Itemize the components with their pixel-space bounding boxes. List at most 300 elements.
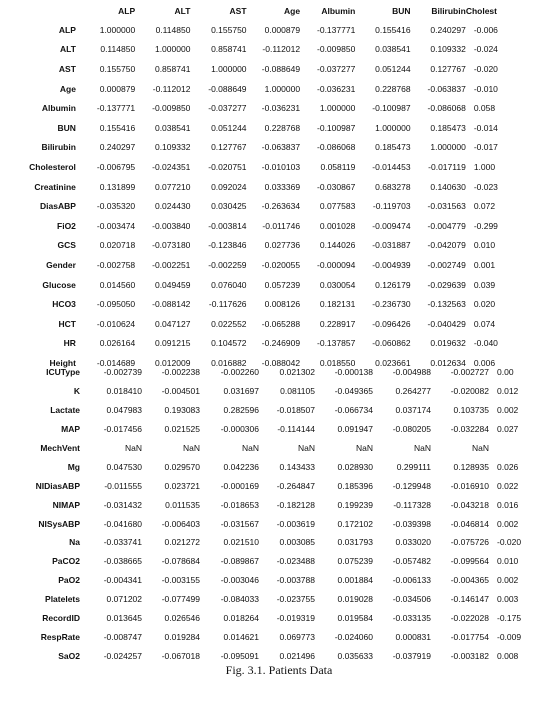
table-cell: 0.069773 — [279, 631, 315, 642]
table-cell: 0.021525 — [164, 424, 200, 435]
table-cell: 0.038541 — [375, 44, 411, 55]
table-cell: -0.006795 — [96, 161, 136, 172]
table-cell: 0.014560 — [99, 279, 136, 290]
table-cell: 0.074 — [473, 318, 496, 329]
table-cell: 0.026 — [497, 461, 519, 472]
table-cell: 0.081105 — [280, 386, 315, 397]
table-cell: 0.019284 — [164, 631, 200, 642]
table-cell: -0.000094 — [317, 259, 356, 270]
table-row — [4, 138, 498, 158]
table-cell: 0.001 — [473, 259, 496, 270]
table-cell: 1.000000 — [264, 83, 301, 94]
table-cell: -0.039398 — [392, 518, 431, 529]
column-header: ALT — [174, 6, 191, 16]
row-label: PaO2 — [58, 575, 80, 586]
table-row — [4, 439, 558, 458]
table-cell: 0.264277 — [395, 386, 431, 397]
table-cell: -0.017456 — [103, 424, 142, 435]
table-cell: 0.144026 — [319, 240, 356, 251]
table-cell: -0.264847 — [276, 480, 315, 491]
table-cell: -0.034506 — [392, 594, 431, 605]
table-row — [4, 334, 498, 354]
table-cell: 0.114850 — [100, 44, 136, 55]
table-cell: -0.004365 — [450, 575, 489, 586]
table-cell: 0.022 — [497, 480, 519, 491]
table-cell: 0.126179 — [375, 279, 411, 290]
table-cell: -0.017 — [473, 142, 498, 153]
table-cell: -0.031887 — [372, 240, 411, 251]
table-cell: 0.091947 — [337, 424, 373, 435]
row-label: DiasABP — [40, 201, 76, 212]
table-cell: -0.020 — [497, 537, 522, 548]
table-cell: -0.008747 — [103, 631, 142, 642]
table-cell: -0.086068 — [317, 142, 356, 153]
table-cell: 0.002 — [497, 518, 519, 529]
table-cell: 0.047530 — [106, 461, 142, 472]
table-cell: -0.024 — [473, 44, 498, 55]
table-cell: 0.051244 — [211, 122, 247, 133]
table-row — [4, 552, 558, 571]
table-cell: -0.018507 — [276, 405, 315, 416]
row-label: RecordID — [42, 613, 80, 624]
table-cell: 0.038541 — [154, 122, 191, 133]
table-cell: 0.010 — [473, 240, 496, 251]
table-cell: 0.155750 — [211, 24, 247, 35]
table-cell: -0.100987 — [317, 122, 356, 133]
table-cell: -0.010103 — [261, 161, 301, 172]
table-cell: -0.031563 — [427, 201, 466, 212]
table-cell: -0.117626 — [208, 299, 247, 310]
table-cell: -0.095091 — [220, 650, 259, 661]
table-cell: 0.185473 — [375, 142, 411, 153]
table-cell: 0.193083 — [164, 405, 200, 416]
table-cell: -0.000306 — [220, 424, 259, 435]
table-cell: -0.084033 — [220, 594, 259, 605]
table-cell: -0.003840 — [152, 220, 191, 231]
table-cell: 0.240297 — [99, 142, 136, 153]
table-cell: 0.024430 — [154, 201, 191, 212]
table-cell: 0.185396 — [337, 480, 373, 491]
table-cell: -0.002260 — [220, 367, 259, 378]
table-cell: -0.006403 — [161, 518, 200, 529]
row-label: Bilirubin — [41, 142, 76, 153]
row-label: Height — [49, 357, 76, 368]
row-label: Gender — [46, 259, 76, 270]
table-cell: 0.109332 — [430, 44, 466, 55]
row-label: ICUType — [46, 367, 80, 378]
table-cell: -0.077499 — [161, 594, 200, 605]
table-cell: -0.046814 — [450, 518, 489, 529]
table-cell: 0.092024 — [211, 181, 247, 192]
row-label: AST — [58, 63, 76, 74]
table-row — [4, 294, 498, 314]
table-cell: NaN — [355, 443, 373, 453]
figure-caption: Fig. 3.1. Patients Data — [225, 663, 333, 677]
table-cell: -0.024257 — [103, 650, 142, 661]
table-cell: -0.146147 — [450, 594, 489, 605]
row-label: Mg — [67, 461, 80, 472]
table-cell: 0.075239 — [337, 556, 373, 567]
table-cell: 0.012009 — [154, 357, 191, 368]
table-cell: -0.023 — [473, 181, 498, 192]
table-cell: -0.014 — [473, 122, 498, 133]
table-cell: -0.020751 — [208, 161, 247, 172]
table-cell: 0.021510 — [223, 537, 259, 548]
table-cell: -0.036231 — [261, 103, 301, 114]
table-cell: -0.037919 — [392, 650, 431, 661]
table-cell: -0.299 — [473, 220, 498, 231]
table-cell: 0.031793 — [337, 537, 373, 548]
table-row — [4, 59, 498, 79]
table-cell: 0.033020 — [395, 537, 431, 548]
table-row — [4, 401, 558, 420]
table-cell: 1.000 — [473, 161, 496, 172]
table-cell: 0.011535 — [165, 499, 200, 510]
table-cell: -0.137857 — [317, 338, 356, 349]
table-cell: 0.028930 — [337, 461, 373, 472]
table-cell: -0.011746 — [262, 220, 301, 231]
table-cell: 0.091215 — [154, 338, 191, 349]
table-cell: -0.099564 — [450, 556, 489, 567]
table-cell: -0.003046 — [220, 575, 259, 586]
table-cell: 0.019584 — [337, 613, 373, 624]
table-cell: -0.112012 — [262, 44, 301, 55]
row-label: Age — [59, 83, 76, 94]
correlation-table-bottom — [4, 363, 558, 661]
table-row — [4, 495, 558, 514]
table-cell: 0.047127 — [154, 318, 191, 329]
table-row — [4, 177, 498, 197]
table-cell: -0.003814 — [208, 220, 247, 231]
table-cell: -0.002749 — [427, 259, 466, 270]
table-cell: 0.683278 — [375, 181, 411, 192]
table-cell: -0.182128 — [276, 499, 315, 510]
table-cell: 0.858741 — [154, 63, 191, 74]
table-cell: -0.009 — [497, 631, 522, 642]
table-cell: -0.002727 — [450, 367, 489, 378]
table-cell: -0.030867 — [317, 181, 356, 192]
table-cell: 0.001884 — [337, 575, 373, 586]
table-cell: -0.004341 — [103, 575, 142, 586]
table-cell: -0.100987 — [372, 103, 411, 114]
table-cell: -0.078684 — [161, 556, 200, 567]
table-cell: -0.075726 — [450, 537, 489, 548]
table-cell: 0.072 — [473, 201, 496, 212]
table-cell: 0.016882 — [211, 357, 247, 368]
table-cell: 0.240297 — [430, 24, 466, 35]
table-cell: 0.228768 — [375, 83, 411, 94]
table-cell: 0.018264 — [223, 613, 259, 624]
table-cell: -0.263634 — [261, 201, 301, 212]
table-cell: 0.051244 — [375, 63, 411, 74]
table-cell: -0.002238 — [161, 367, 200, 378]
row-label: MechVent — [40, 443, 80, 453]
table-cell: 0.131899 — [99, 181, 136, 192]
table-cell: 0.039 — [473, 279, 496, 290]
table-row — [4, 118, 498, 138]
table-row — [4, 363, 558, 382]
table-cell: -0.009474 — [372, 220, 411, 231]
table-row — [4, 571, 558, 590]
table-cell: -0.060862 — [372, 338, 411, 349]
row-label: PaCO2 — [52, 556, 80, 567]
table-cell: -0.035320 — [96, 201, 136, 212]
table-cell: -0.095050 — [96, 299, 136, 310]
table-cell: -0.003788 — [276, 575, 315, 586]
row-label: GCS — [57, 240, 76, 251]
table-cell: -0.040 — [473, 338, 498, 349]
table-cell: 0.000879 — [99, 83, 136, 94]
table-cell: 0.008 — [497, 650, 519, 661]
column-header-row — [4, 2, 498, 20]
table-cell: -0.010624 — [96, 318, 136, 329]
table-row — [4, 627, 558, 646]
table-cell: 0.127767 — [430, 63, 466, 74]
table-cell: -0.009850 — [152, 103, 191, 114]
table-cell: 0.058 — [473, 103, 496, 114]
table-row — [4, 314, 498, 334]
table-cell: 0.076040 — [211, 279, 247, 290]
table-cell: 0.109332 — [154, 142, 191, 153]
table-cell: -0.023488 — [276, 556, 315, 567]
row-label: HR — [63, 338, 76, 349]
table-row — [4, 590, 558, 609]
table-cell: -0.031432 — [103, 499, 142, 510]
table-cell: -0.002251 — [152, 259, 191, 270]
table-cell: 0.035633 — [337, 650, 373, 661]
table-cell: -0.080205 — [392, 424, 431, 435]
table-cell: -0.020055 — [261, 259, 301, 270]
table-cell: -0.000169 — [220, 480, 259, 491]
table-row — [4, 196, 498, 216]
table-cell: -0.246909 — [261, 338, 301, 349]
row-label: SaO2 — [58, 650, 80, 661]
table-cell: -0.037277 — [208, 103, 247, 114]
column-header: AST — [229, 6, 247, 16]
row-label: NIMAP — [52, 499, 80, 510]
table-cell: 1.000000 — [375, 122, 411, 133]
table-cell: -0.066734 — [334, 405, 373, 416]
table-cell: -0.016910 — [450, 480, 489, 491]
table-row — [4, 255, 498, 275]
table-cell: 0.143433 — [279, 461, 315, 472]
table-cell: -0.006133 — [392, 575, 431, 586]
table-cell: 0.077210 — [154, 181, 191, 192]
table-row — [4, 20, 498, 40]
table-cell: 0.172102 — [337, 518, 373, 529]
table-cell: 0.016 — [497, 499, 519, 510]
table-cell: -0.002259 — [208, 259, 247, 270]
table-cell: -0.096426 — [372, 318, 411, 329]
row-label: ALP — [58, 24, 76, 35]
table-cell: -0.036231 — [317, 83, 356, 94]
table-cell: -0.089867 — [220, 556, 259, 567]
table-row — [4, 420, 558, 439]
table-cell: -0.003619 — [276, 518, 315, 529]
row-label: Glucose — [42, 279, 76, 290]
table-cell: 0.030425 — [211, 201, 247, 212]
table-cell: 0.155416 — [99, 122, 136, 133]
table-cell: -0.020 — [473, 63, 498, 74]
table-cell: -0.004779 — [427, 220, 466, 231]
table-cell: -0.018653 — [220, 499, 259, 510]
table-cell: 0.282596 — [223, 405, 259, 416]
table-row — [4, 476, 558, 495]
table-cell: 0.021496 — [279, 650, 315, 661]
table-cell: 1.000000 — [154, 44, 191, 55]
table-cell: -0.086068 — [427, 103, 466, 114]
table-cell: -0.032284 — [450, 424, 489, 435]
table-cell: -0.003474 — [96, 220, 136, 231]
table-cell: -0.057482 — [392, 556, 431, 567]
table-cell: 1.000000 — [211, 63, 247, 74]
table-cell: NaN — [241, 443, 259, 453]
row-label: K — [73, 386, 80, 397]
table-cell: 0.020718 — [99, 240, 136, 251]
table-cell: 0.199239 — [337, 499, 373, 510]
table-cell: 0.018550 — [319, 357, 356, 368]
table-cell: -0.114144 — [277, 424, 315, 435]
table-row — [4, 275, 498, 295]
table-cell: -0.019319 — [276, 613, 315, 624]
table-cell: -0.004501 — [161, 386, 200, 397]
table-cell: -0.123846 — [208, 240, 247, 251]
table-cell: -0.024351 — [152, 161, 191, 172]
table-cell: -0.040429 — [427, 318, 466, 329]
table-cell: 0.023661 — [375, 357, 411, 368]
table-row — [4, 382, 558, 401]
table-cell: -0.003182 — [450, 650, 489, 661]
table-cell: -0.002739 — [103, 367, 142, 378]
table-cell: -0.002758 — [96, 259, 136, 270]
column-header: Albumin — [321, 6, 356, 16]
table-row — [4, 157, 498, 177]
table-cell: -0.088649 — [208, 83, 247, 94]
table-cell: 0.228768 — [264, 122, 301, 133]
table-cell: NaN — [413, 443, 431, 453]
table-cell: -0.037277 — [317, 63, 356, 74]
table-cell: -0.088142 — [152, 299, 191, 310]
table-cell: 0.006 — [473, 357, 496, 368]
table-cell: -0.029639 — [427, 279, 466, 290]
table-cell: 0.008126 — [264, 299, 301, 310]
table-cell: 0.023721 — [164, 480, 200, 491]
table-cell: 0.182131 — [319, 299, 356, 310]
column-header: Age — [284, 6, 301, 16]
table-cell: -0.004988 — [392, 367, 431, 378]
row-label: FiO2 — [57, 220, 76, 231]
row-label: Cholesterol — [29, 161, 76, 172]
row-label: Creatinine — [34, 181, 76, 192]
table-cell: 0.002 — [497, 575, 519, 586]
table-cell: -0.137771 — [317, 24, 356, 35]
table-cell: 0.185473 — [430, 122, 466, 133]
table-cell: 0.010 — [497, 556, 519, 567]
table-cell: -0.088649 — [261, 63, 301, 74]
table-cell: 0.030054 — [319, 279, 356, 290]
table-cell: -0.041680 — [103, 518, 142, 529]
table-row — [4, 236, 498, 256]
table-cell: NaN — [297, 443, 315, 453]
table-row — [4, 40, 498, 60]
table-cell: 0.002 — [497, 405, 519, 416]
row-label: BUN — [57, 122, 76, 133]
table-cell: -0.038665 — [103, 556, 142, 567]
row-label: Albumin — [41, 103, 76, 114]
table-cell: 0.299111 — [396, 461, 431, 472]
table-cell: 0.012634 — [430, 357, 466, 368]
table-cell: -0.000138 — [334, 367, 373, 378]
row-label: HCT — [58, 318, 76, 329]
table-cell: -0.003155 — [161, 575, 200, 586]
table-cell: 0.140630 — [430, 181, 466, 192]
table-cell: -0.132563 — [427, 299, 466, 310]
table-row — [4, 457, 558, 476]
table-cell: -0.022028 — [450, 613, 489, 624]
table-cell: 0.127767 — [211, 142, 247, 153]
table-cell: NaN — [124, 443, 142, 453]
table-cell: 0.003085 — [279, 537, 315, 548]
table-cell: -0.010 — [473, 83, 498, 94]
table-cell: -0.017119 — [428, 161, 466, 172]
table-row — [4, 514, 558, 533]
table-cell: 0.042236 — [223, 461, 259, 472]
table-cell: -0.017754 — [450, 631, 489, 642]
table-cell: -0.073180 — [152, 240, 191, 251]
table-cell: 0.058119 — [320, 161, 356, 172]
table-cell: -0.236730 — [372, 299, 411, 310]
table-cell: -0.088042 — [261, 357, 301, 368]
table-cell: 0.026546 — [164, 613, 200, 624]
table-cell: 0.020 — [473, 299, 496, 310]
table-cell: 0.057239 — [264, 279, 301, 290]
row-label: NIDiasABP — [35, 480, 80, 491]
table-cell: -0.023755 — [276, 594, 315, 605]
table-row — [4, 609, 558, 628]
table-cell: 0.033369 — [264, 181, 301, 192]
table-cell: 0.021302 — [279, 367, 315, 378]
row-label: Lactate — [50, 405, 80, 416]
row-label: HCO3 — [52, 299, 76, 310]
table-cell: -0.129948 — [392, 480, 431, 491]
table-cell: 0.018410 — [106, 386, 142, 397]
table-cell — [489, 439, 558, 458]
table-cell: 0.031697 — [223, 386, 259, 397]
table-cell: 0.128935 — [453, 461, 489, 472]
column-header: Bilirubin — [431, 6, 466, 16]
table-cell: 0.026164 — [99, 338, 136, 349]
row-label: RespRate — [40, 631, 80, 642]
row-label: Platelets — [45, 594, 80, 605]
table-cell: 0.000879 — [264, 24, 301, 35]
table-cell: 0.013645 — [106, 613, 142, 624]
table-cell: 0.047983 — [106, 405, 142, 416]
table-cell: 1.000000 — [430, 142, 466, 153]
table-cell: -0.031567 — [220, 518, 259, 529]
table-cell: 0.155416 — [375, 24, 411, 35]
table-cell: -0.175 — [497, 613, 522, 624]
table-cell: 0.027736 — [264, 240, 301, 251]
table-row — [4, 98, 498, 118]
column-header: BUN — [392, 6, 411, 16]
table-cell: 0.001028 — [319, 220, 356, 231]
table-cell: -0.006 — [473, 24, 498, 35]
table-cell: 0.021272 — [164, 537, 200, 548]
table-cell: 0.019028 — [337, 594, 373, 605]
table-cell: -0.004939 — [372, 259, 411, 270]
table-cell: -0.020082 — [450, 386, 489, 397]
table-cell: 0.228917 — [319, 318, 356, 329]
